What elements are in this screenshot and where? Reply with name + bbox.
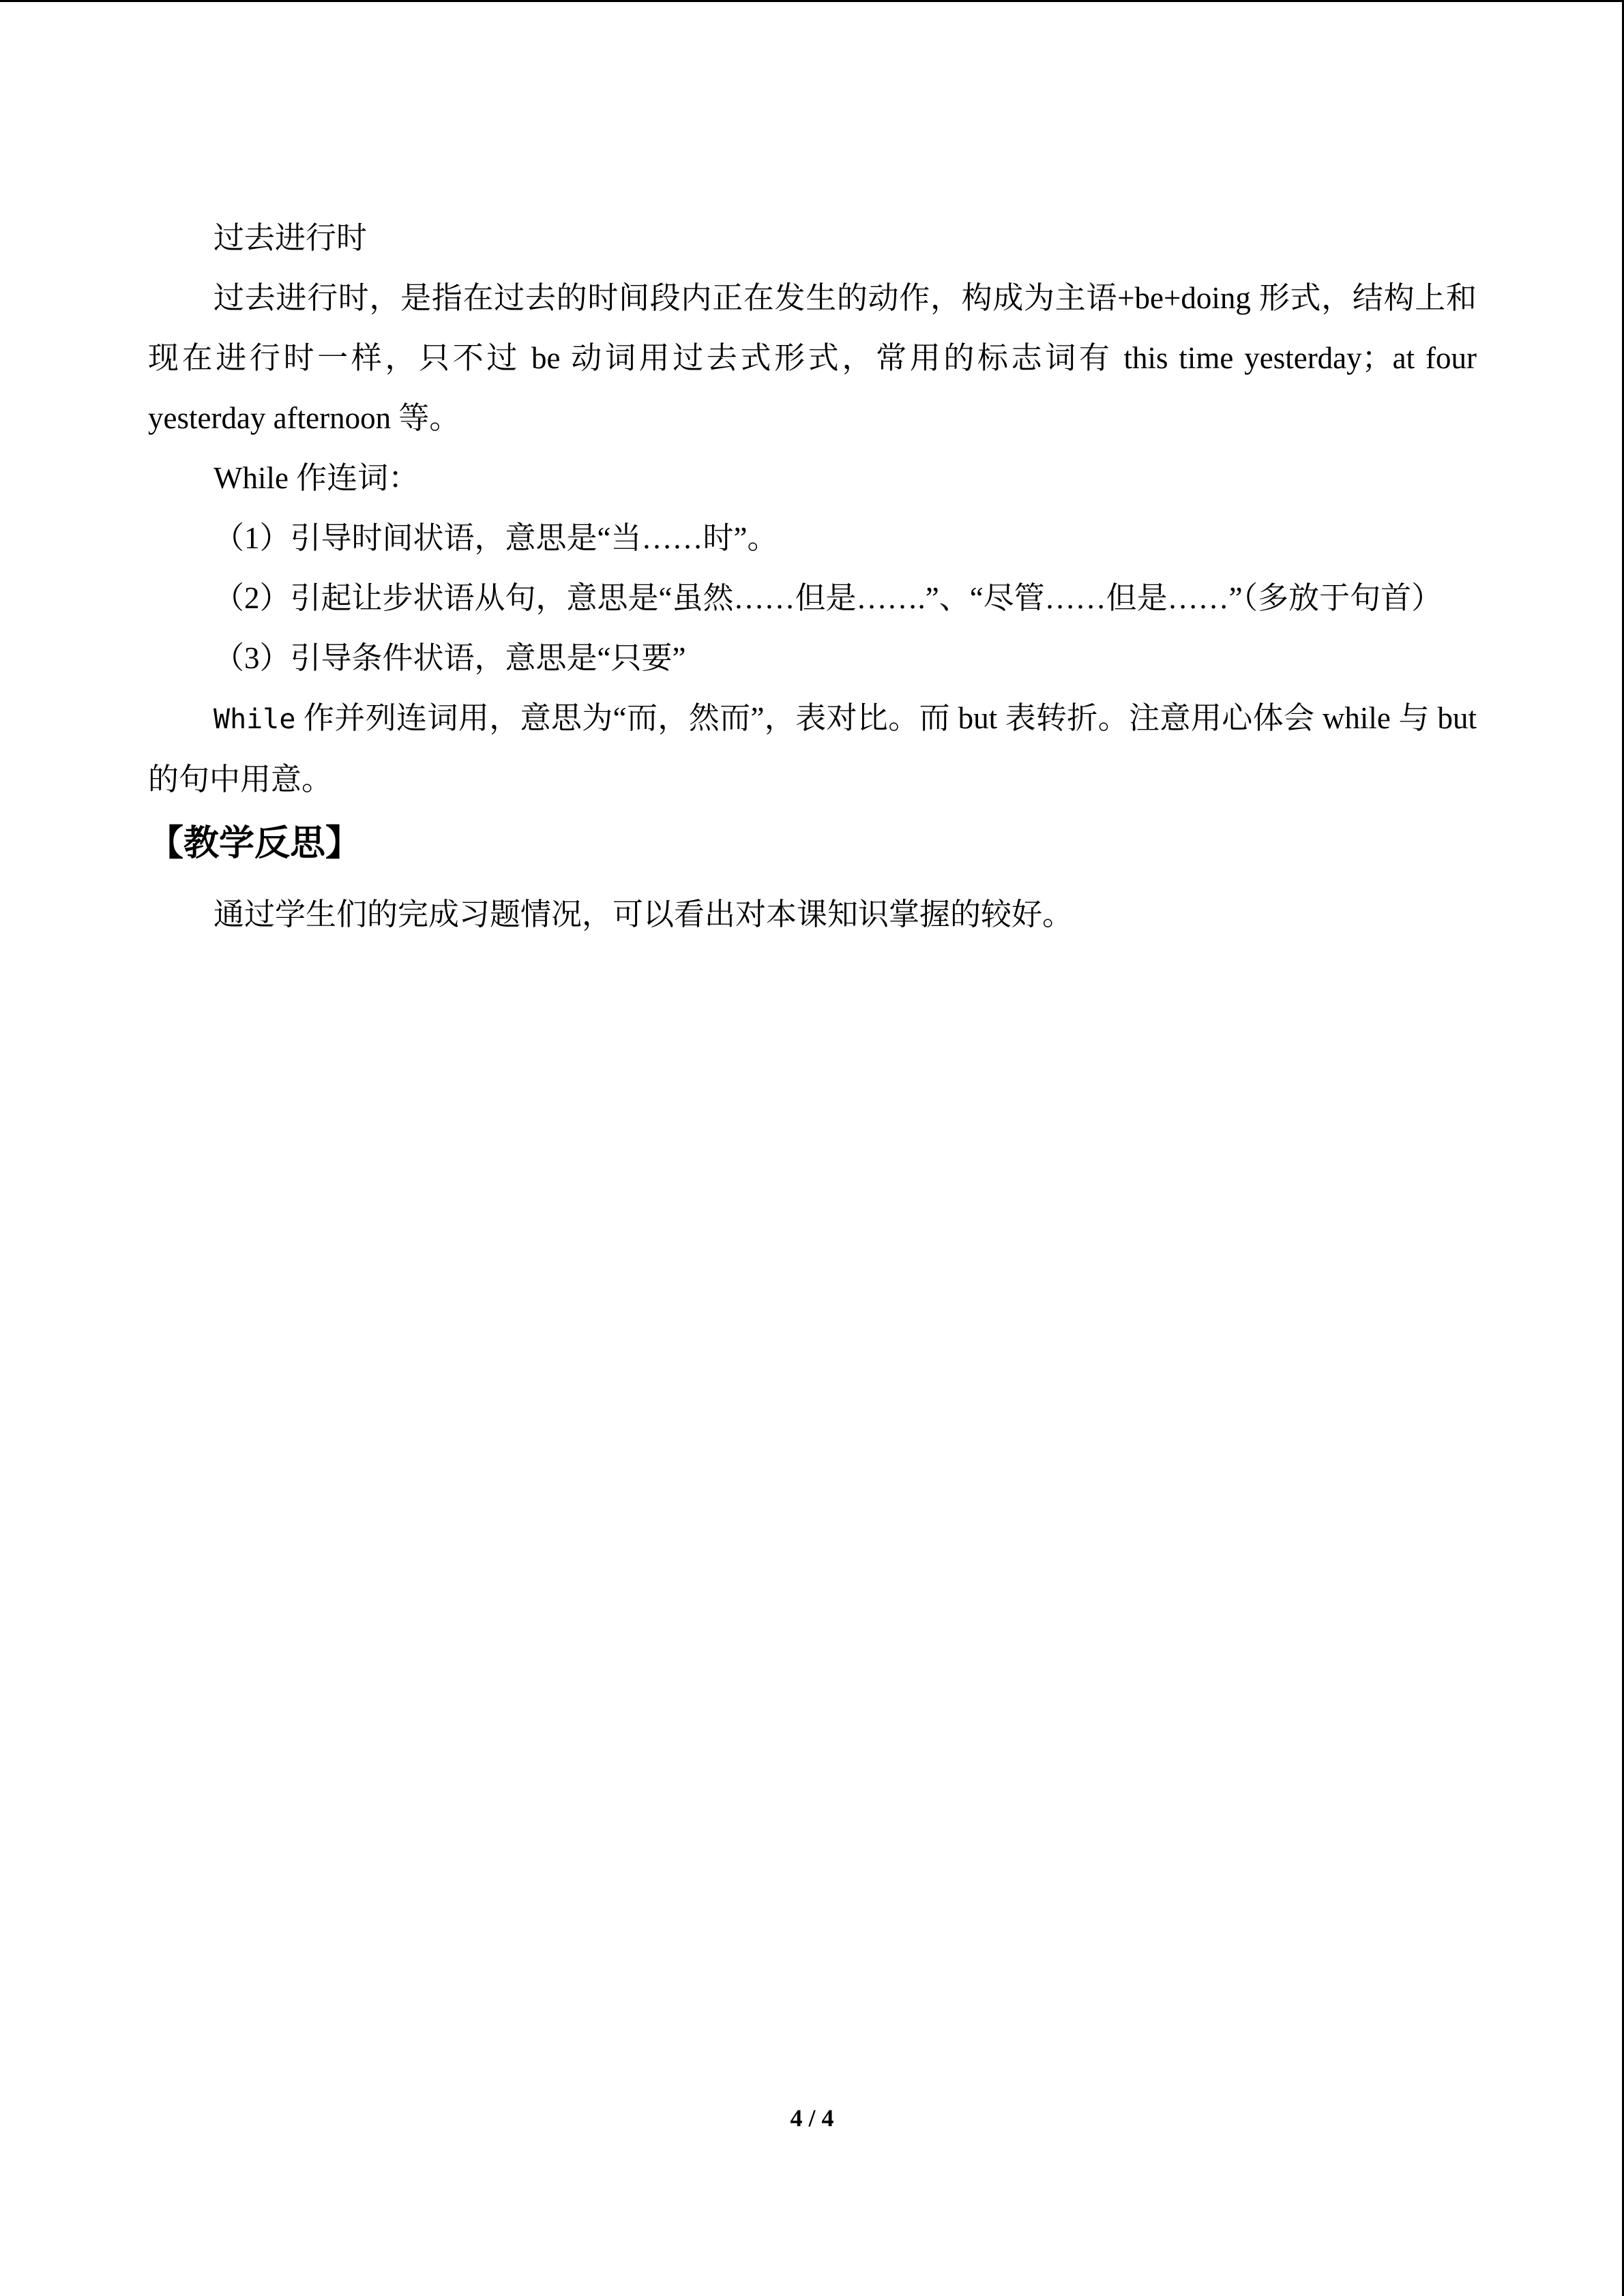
page-number: 4 / 4 (790, 2104, 834, 2132)
document-body (148, 208, 1477, 944)
paragraph-while-coordinating (148, 688, 1477, 809)
page-top-border (0, 0, 1624, 2)
while-lead-word: While (213, 704, 296, 735)
paragraph-usage-1: （1）引导时间状语，意思是“当……时”。 (213, 521, 778, 555)
paragraph-while-conjunction: While 作连词： (213, 461, 419, 495)
section-heading-teaching-reflection: 【教学反思】 (148, 823, 361, 864)
while-coordinating-text: 作并列连词用，意思为“而，然而”，表对比。而 but 表转折。注意用心体会 while 与 but 的句中用意。 (148, 701, 1477, 796)
paragraph-usage-2: （2）引起让步状语从句，意思是“虽然……但是…….”、“尽管……但是……”（多放于句首） (213, 581, 1443, 615)
paragraph-teaching-reflection: 通过学生们的完成习题情况，可以看出对本课知识掌握的较好。 (213, 897, 1074, 931)
paragraph-usage-3: （3）引导条件状语，意思是“只要” (213, 641, 686, 675)
paragraph-past-progressive-title: 过去进行时 (213, 221, 368, 255)
paragraph-past-progressive-explanation: 过去进行时，是指在过去的时间段内正在发生的动作，构成为主语+be+doing 形式，结构上和现在进行时一样，只不过 be 动词用过去式形式，常用的标志词有 this time yesterday；at four yesterday afternoon 等。 (148, 281, 1477, 435)
